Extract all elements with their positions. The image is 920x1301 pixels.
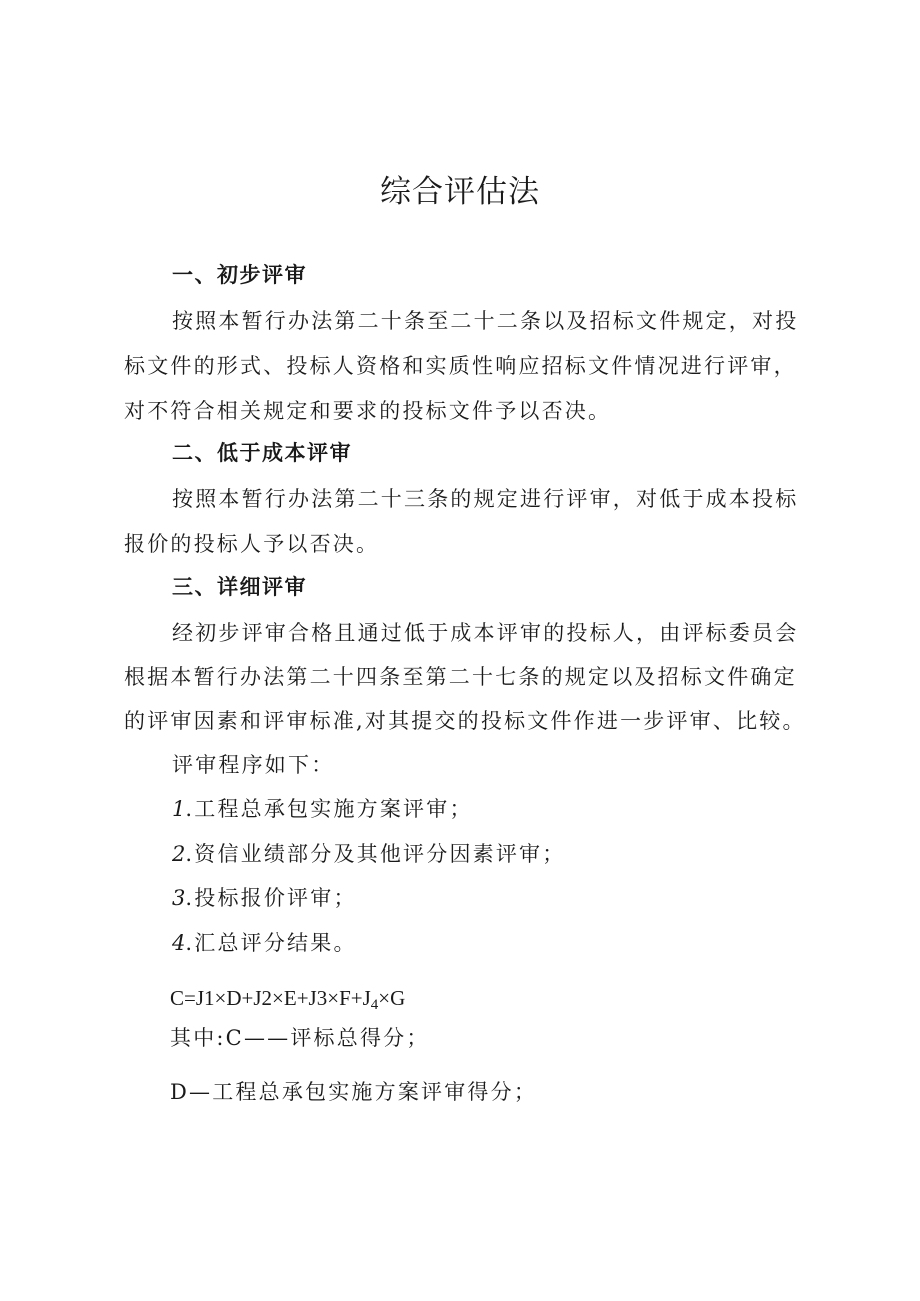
section-heading-below-cost-review: 二、低于成本评审: [172, 441, 352, 465]
formula-main: C=J1×D+J2×E+J3×F+J: [170, 986, 371, 1010]
paragraph-line: 对不符合相关规定和要求的投标文件予以否决。: [124, 399, 612, 423]
procedure-item: [172, 794, 473, 824]
procedure-item-number: 4: [172, 931, 186, 955]
procedure-item-text: .资信业绩部分及其他评分因素评审；: [185, 842, 566, 866]
procedure-item-text: .工程总承包实施方案评审；: [185, 797, 473, 821]
paragraph-line: 经初步评审合格且通过低于成本评审的投标人，由评标委员会: [172, 621, 799, 645]
paragraph-line: 报价的投标人予以否决。: [124, 532, 380, 556]
definition-line: 其中:C——评标总得分；: [170, 1026, 430, 1050]
procedure-intro: 评审程序如下：: [172, 753, 335, 777]
formula-subscript: 4: [370, 997, 379, 1013]
paragraph-line: 的评审因素和评审标准,对其提交的投标文件作进一步评审、比较。: [124, 709, 806, 733]
procedure-item-text: .汇总评分结果。: [185, 931, 357, 955]
paragraph-line: 标文件的形式、投标人资格和实质性响应招标文件情况进行评审，: [124, 354, 797, 378]
formula-tail: ×G: [378, 986, 406, 1010]
procedure-item: [172, 839, 565, 869]
procedure-item: [172, 883, 357, 913]
procedure-item: [172, 928, 357, 958]
scoring-formula: [170, 983, 405, 1020]
procedure-item-number: 1: [172, 797, 186, 821]
definition-line: D—工程总承包实施方案评审得分；: [170, 1080, 538, 1104]
paragraph-line: 根据本暂行办法第二十四条至第二十七条的规定以及招标文件确定: [124, 665, 797, 689]
section-heading-preliminary-review: 一、初步评审: [172, 263, 307, 287]
procedure-item-text: .投标报价评审；: [185, 886, 357, 910]
procedure-item-number: 3: [172, 886, 186, 910]
section-heading-detailed-review: 三、详细评审: [172, 575, 307, 599]
paragraph-line: 按照本暂行办法第二十三条的规定进行评审，对低于成本投标: [172, 487, 799, 511]
paragraph-line: 按照本暂行办法第二十条至二十二条以及招标文件规定，对投: [172, 309, 799, 333]
document-title: 综合评估法: [380, 174, 540, 210]
procedure-item-number: 2: [172, 842, 186, 866]
